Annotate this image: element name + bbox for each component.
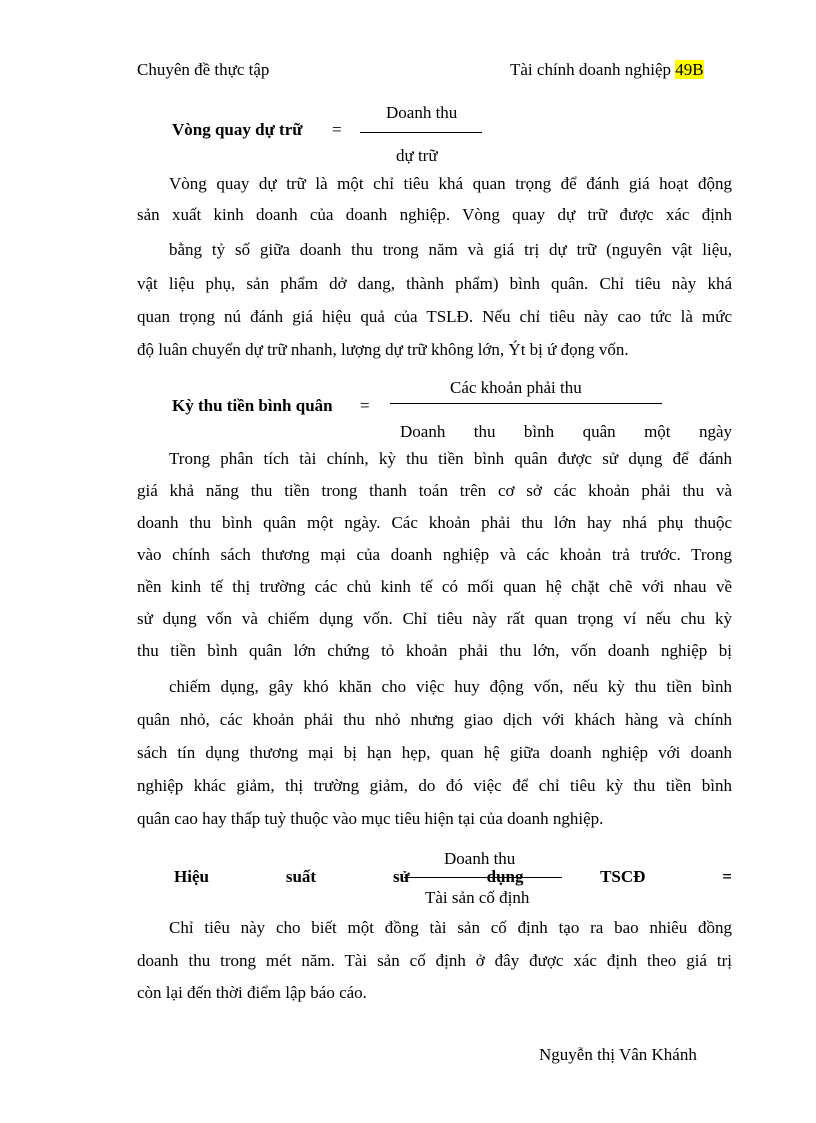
- para2-line-11: nghiệp khác giảm, thị trường giảm, do đó việc để chỉ tiêu kỳ thu tiền bình: [137, 776, 732, 795]
- formula3-fraction-bar: [404, 877, 562, 878]
- formula2-label: Kỳ thu tiền bình quân: [172, 396, 333, 415]
- para1-line-1: Vòng quay dự trữ là một chỉ tiêu khá quan trọng để đánh giá hoạt động: [169, 174, 732, 193]
- para2-line-3: doanh thu bình quân một ngày. Các khoản phải thu lớn hay nhá phụ thuộc: [137, 513, 732, 532]
- formula3-denominator: Tài sản cố định: [425, 888, 530, 907]
- formula1-numerator: Doanh thu: [386, 103, 458, 122]
- para2-line-7: thu tiền bình quân lớn chứng tỏ khoản phải thu lớn, vốn doanh nghiệp bị: [137, 641, 732, 660]
- footer-author: Nguyễn thị Vân Khánh: [539, 1045, 697, 1064]
- header-right-text: Tài chính doanh nghiệp: [510, 60, 676, 79]
- para2-line-5: nền kinh tế thị trường các chủ kinh tế có mối quan hệ chặt chẽ với nhau về: [137, 577, 732, 596]
- para2-line-9: quân nhỏ, các khoản phải thu nhỏ nhưng giao dịch với khách hàng và chính: [137, 710, 732, 729]
- para2-line-12: quân cao hay thấp tuỳ thuộc vào mục tiêu hiện tại của doanh nghiệp.: [137, 809, 604, 828]
- para3-line-2: doanh thu trong mét năm. Tài sản cố định ở đây được xác định theo giá trị: [137, 951, 732, 970]
- para1-line-6: độ luân chuyển dự trữ nhanh, lượng dự trữ không lớn, Ýt bị ứ đọng vốn.: [137, 340, 629, 359]
- formula1-label: Vòng quay dự trữ: [172, 120, 303, 139]
- para2-line-4: vào chính sách thương mại của doanh nghiệp và các khoản trả trước. Trong: [137, 545, 732, 564]
- header-class-code: 49B: [675, 60, 704, 79]
- para1-line-5: quan trọng nú đánh giá hiệu quả của TSLĐ. Nếu chỉ tiêu này cao tức là mức: [137, 307, 732, 326]
- header-right: [510, 60, 704, 80]
- formula2-equals: =: [360, 396, 370, 415]
- formula2-denominator: Doanh thu bình quân một ngày: [400, 422, 732, 441]
- header-left: Chuyên đề thực tập: [137, 60, 270, 79]
- para2-line-1: Trong phân tích tài chính, kỳ thu tiền bình quân được sử dụng để đánh: [169, 449, 732, 468]
- para3-line-1: Chỉ tiêu này cho biết một đồng tài sản cố định tạo ra bao nhiêu đồng: [169, 918, 732, 937]
- formula3-label: Hiệu suất sử dụng TSCĐ =: [174, 867, 732, 886]
- para1-line-4: vật liệu phụ, sản phẩm dở dang, thành phẩm) bình quân. Chỉ tiêu này khá: [137, 274, 732, 293]
- para1-line-3: bằng tỷ số giữa doanh thu trong năm và giá trị dự trữ (nguyên vật liệu,: [169, 240, 732, 259]
- formula2-fraction-bar: [390, 403, 662, 404]
- para2-line-10: sách tín dụng thương mại bị hạn hẹp, quan hệ giữa doanh nghiệp với doanh: [137, 743, 732, 762]
- formula2-numerator: Các khoản phải thu: [450, 378, 582, 397]
- formula1-equals: =: [332, 120, 342, 139]
- para2-line-8: chiếm dụng, gây khó khăn cho việc huy động vốn, nếu kỳ thu tiền bình: [169, 677, 732, 696]
- para1-line-2: sản xuất kinh doanh của doanh nghiệp. Vòng quay dự trữ được xác định: [137, 205, 732, 224]
- para3-line-3: còn lại đến thời điểm lập báo cáo.: [137, 983, 367, 1002]
- para2-line-2: giá khả năng thu tiền trong thanh toán trên cơ sở các khoản phải thu và: [137, 481, 732, 500]
- formula3-numerator: Doanh thu: [444, 849, 516, 868]
- formula1-denominator: dự trữ: [396, 146, 438, 165]
- para2-line-6: sử dụng vốn và chiếm dụng vốn. Chỉ tiêu này rất quan trọng ví nếu chu kỳ: [137, 609, 732, 628]
- formula1-fraction-bar: [360, 132, 482, 133]
